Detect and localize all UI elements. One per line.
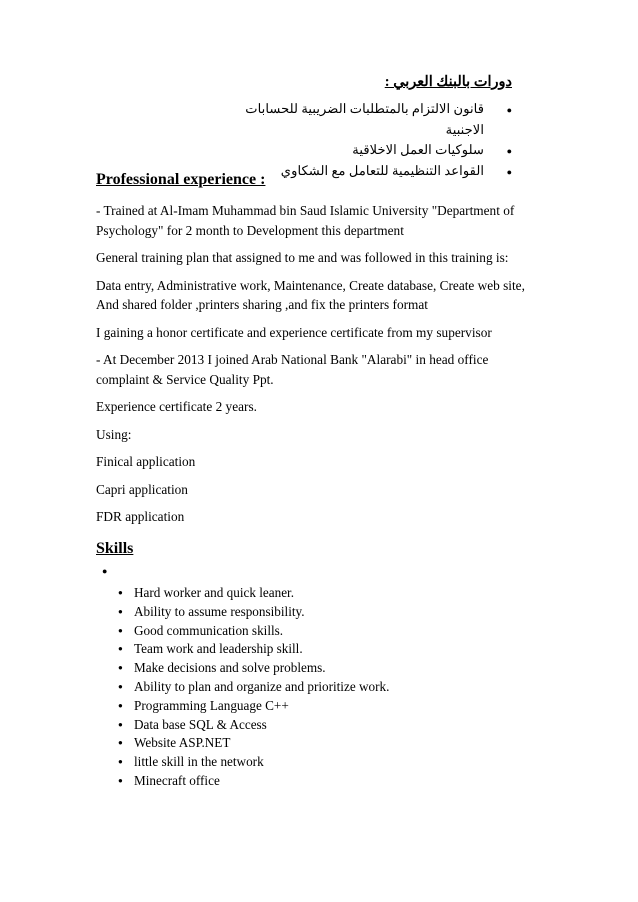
skill-item: ● Good communication skills. [118,622,526,641]
skill-item: ● Minecraft office [118,772,526,791]
empty-bullet-icon: ● [102,566,108,576]
arabic-courses-list [240,99,512,181]
skill-item: ● Hard worker and quick leaner. [118,584,526,603]
experience-paragraph: General training plan that assigned to me and was followed in this training is: [96,250,509,265]
arabic-course-item: ● سلوكيات العمل الاخلاقية [240,140,512,161]
skills-section [96,540,526,791]
professional-experience-section [96,171,526,535]
experience-paragraph: Data entry, Administrative work, Maintenance, Create database, Create web site, And shared folder ,printers sharing ,and fix the printers format [96,277,525,312]
skill-item: ● Website ASP.NET [118,734,526,753]
skills-title: Skills [96,540,134,557]
arabic-course-item: ● القواعد التنظيمية للتعامل مع الشكاوي [240,161,512,182]
experience-paragraph: Finical application [96,454,196,469]
skill-item: ● little skill in the network [118,753,526,772]
experience-paragraph: I gaining a honor certificate and experience certificate from my supervisor [96,324,492,340]
skill-item: ● Ability to plan and organize and prioritize work. [118,678,526,697]
professional-experience-title: Professional experience : [96,171,266,188]
skill-item: ● Make decisions and solve problems. [118,659,526,678]
skill-item: ● Team work and leadership skill. [118,640,526,659]
experience-paragraph: Experience certificate 2 years. [96,399,257,414]
skill-item: ● Programming Language C++ [118,697,526,716]
experience-paragraph: Capri application [96,481,188,497]
experience-paragraph: - At December 2013 I joined Arab National Bank "Alarabi" in head office complaint & Service Quality Ppt. [96,352,489,387]
experience-paragraph: Using: [96,426,132,442]
arabic-course-item: ● قانون الالتزام بالمتطلبات الضريبية للحسابات الاجنبية [240,99,512,140]
experience-paragraph: FDR application [96,509,185,524]
skill-item: ● Ability to assume responsibility. [118,603,526,622]
skill-item: ● Data base SQL & Access [118,716,526,735]
arabic-courses-section [240,74,512,181]
arabic-courses-title: دورات بالبنك العربي : [384,74,512,90]
skills-list [96,584,526,791]
experience-paragraph: - Trained at Al-Imam Muhammad bin Saud Islamic University "Department of Psychology" for 2 month to Development this department [96,203,515,238]
